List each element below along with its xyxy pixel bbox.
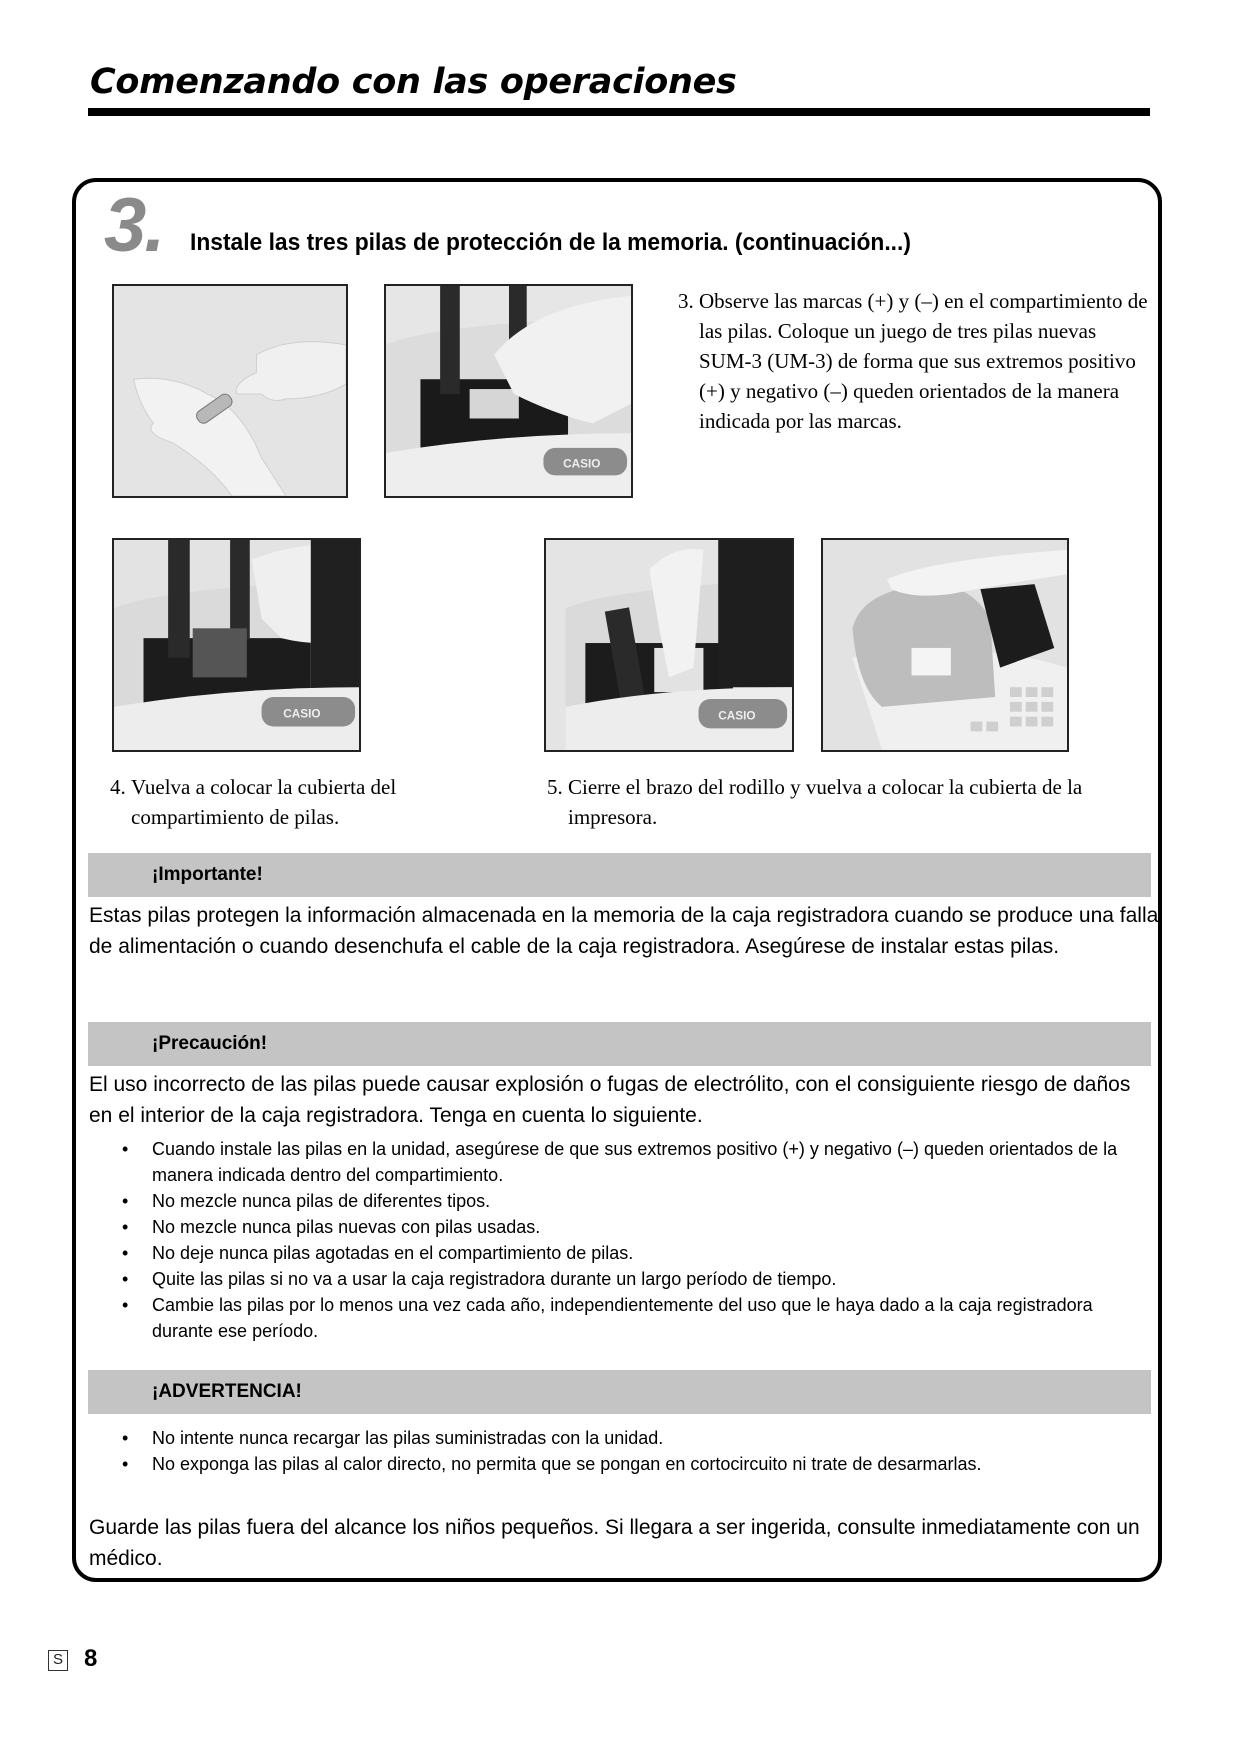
photo-inserting-batteries	[384, 284, 633, 498]
step-4-instruction	[110, 772, 470, 832]
caution-header-bar	[88, 1022, 1151, 1066]
step-4-text: Vuelva a colocar la cubierta del compartimiento de pilas.	[131, 775, 397, 829]
bullet-text: No mezcle nunca pilas de diferentes tipos.	[152, 1191, 491, 1211]
caution-bullet-item	[122, 1292, 1132, 1344]
bullet-text: Cuando instale las pilas en la unidad, asegúrese de que sus extremos positivo (+) y negativo (–) queden orientados de la manera indicada dentro del compartimiento.	[152, 1139, 1118, 1185]
photo-image	[386, 286, 631, 496]
photo-image	[114, 540, 359, 750]
page-title: Comenzando con las operaciones	[90, 62, 737, 102]
step-5-number: 5.	[547, 775, 568, 799]
bullet-text: No intente nunca recargar las pilas suministradas con la unidad.	[152, 1428, 664, 1448]
important-text: Estas pilas protegen la información almacenada en la memoria de la caja registradora cuando se produce una falla de alimentación o cuando desenchufa el cable de la caja registradora. Asegúrese de instalar estas pilas.	[89, 904, 1159, 958]
caution-text: El uso incorrecto de las pilas puede causar explosión o fugas de electrólito, con el consiguiente riesgo de daños en el interior de la caja registradora. Tenga en cuenta lo siguiente.	[89, 1073, 1131, 1127]
bullet-icon: •	[122, 1217, 129, 1237]
important-label: ¡Importante!	[152, 864, 263, 885]
photo-image	[546, 540, 792, 750]
language-code-badge: S	[48, 1650, 68, 1671]
warning-label: ¡ADVERTENCIA!	[152, 1381, 302, 1402]
brand-label: CASIO	[283, 707, 321, 721]
step-4-number: 4.	[110, 775, 131, 799]
step-5-text: Cierre el brazo del rodillo y vuelva a colocar la cubierta de la impresora.	[568, 775, 1083, 829]
warning-bullet-item	[122, 1451, 1132, 1477]
step-3-text: Observe las marcas (+) y (–) en el compartimiento de las pilas. Coloque un juego de tres pilas nuevas SUM-3 (UM-3) de forma que sus extremos positivo (+) y negativo (–) queden orientados de la manera indicada por las marcas.	[699, 289, 1148, 433]
photo-closing-roller-arm	[544, 538, 794, 752]
bullet-icon: •	[122, 1295, 129, 1315]
bullet-text: No deje nunca pilas agotadas en el compartimiento de pilas.	[152, 1243, 634, 1263]
caution-bullet-list	[122, 1136, 1132, 1344]
caution-bullet-item	[122, 1136, 1132, 1188]
bullet-text: Cambie las pilas por lo menos una vez cada año, independientemente del uso que le haya dado a la caja registradora durante ese período.	[152, 1295, 1093, 1341]
bullet-icon: •	[122, 1269, 129, 1289]
brand-label: CASIO	[563, 457, 601, 471]
bullet-icon: •	[122, 1243, 129, 1263]
photo-replacing-battery-cover	[112, 538, 361, 752]
brand-label: CASIO	[718, 709, 756, 723]
step-title: Instale las tres pilas de protección de la memoria. (continuación...)	[190, 229, 911, 256]
bullet-text: No exponga las pilas al calor directo, no permita que se pongan en cortocircuito ni trate de desarmarlas.	[152, 1454, 982, 1474]
step-5-instruction	[547, 772, 1147, 832]
bullet-text: Quite las pilas si no va a usar la caja registradora durante un largo período de tiempo.	[152, 1269, 837, 1289]
warning-header-bar	[88, 1370, 1151, 1414]
bullet-icon: •	[122, 1454, 129, 1474]
caution-bullet-item	[122, 1240, 1132, 1266]
bullet-icon: •	[122, 1139, 129, 1159]
bullet-text: No mezcle nunca pilas nuevas con pilas usadas.	[152, 1217, 541, 1237]
caution-bullet-item	[122, 1266, 1132, 1292]
photo-image	[823, 540, 1067, 750]
caution-bullet-item	[122, 1188, 1132, 1214]
warning-bullet-item	[122, 1425, 1132, 1451]
step-number: 3.	[104, 183, 164, 268]
photo-replacing-printer-cover	[821, 538, 1069, 752]
bullet-icon: •	[122, 1428, 129, 1448]
caution-bullet-item	[122, 1214, 1132, 1240]
warning-text: Guarde las pilas fuera del alcance los niños pequeños. Si llegara a ser ingerida, consulte inmediatamente con un médico.	[89, 1516, 1140, 1570]
photo-hand-holding-batteries	[112, 284, 348, 498]
caution-label: ¡Precaución!	[152, 1033, 268, 1054]
title-rule-divider	[88, 108, 1150, 116]
important-header-bar	[88, 853, 1151, 897]
bullet-icon: •	[122, 1191, 129, 1211]
page-number: 8	[84, 1645, 98, 1672]
step-3-instruction	[678, 286, 1148, 436]
step-3-number: 3.	[678, 289, 699, 313]
photo-image	[114, 286, 346, 496]
warning-bullet-list	[122, 1425, 1132, 1477]
